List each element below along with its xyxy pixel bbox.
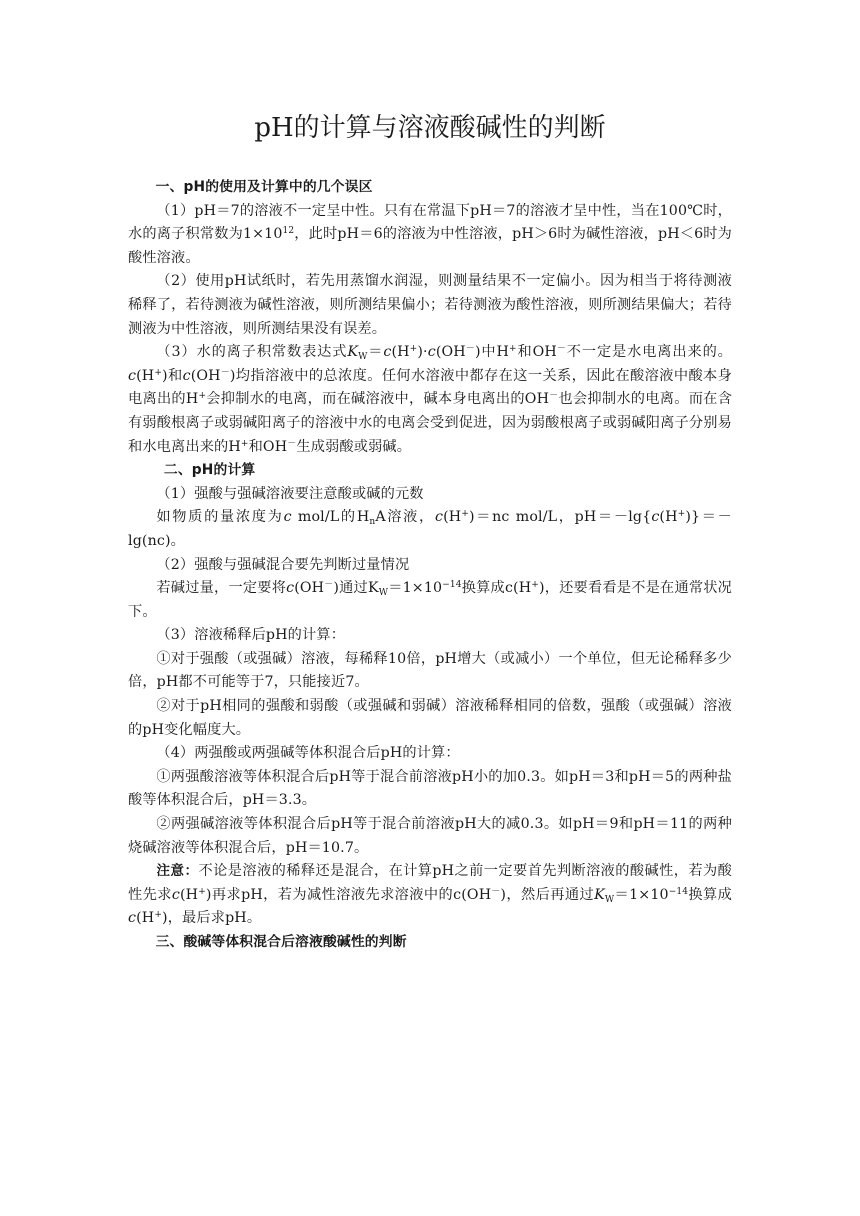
paragraph-1-1: （1）pH＝7的溶液不一定呈中性。只有在常温下pH＝7的溶液才呈中性，当在100℃时，水的离子积常数为$1\times 10^{12}$，此时pH＝6的溶液为中性溶液，pH＞6时为碱性溶液，pH＜6时为酸性溶液。 (128, 202, 732, 266)
note-label: 注意： (156, 863, 199, 880)
section-heading-3: 三、酸碱等体积混合后溶液酸碱性的判断 (155, 934, 407, 950)
paragraph-2-6: ①对于强酸（或强碱）溶液，每稀释10倍，pH增大（或减小）一个单位，但无论稀释多少倍，pH都不可能等于7，只能接近7。 (128, 650, 732, 691)
paragraph-2-8: （4）两强酸或两强碱等体积混合后pH的计算： (156, 745, 460, 762)
paragraph-2-5: （3）溶液稀释后pH的计算： (156, 627, 346, 644)
paragraph-2-2: 如物质的量浓度为c mol/L的$H_nA$溶液，c(H+)＝nc mol/L，pH＝－lg{c(H+)}＝－lg(nc)。 (128, 509, 732, 549)
paragraph-2-3: （2）强酸与强碱混合要先判断过量情况 (156, 556, 410, 573)
paragraph-2-7: ②对于pH相同的强酸和弱酸（或强碱和弱碱）溶液稀释相同的倍数，强酸（或强碱）溶液的pH变化幅度大。 (128, 698, 732, 738)
paragraph-2-4: 若碱过量，一定要将c(OH－)通过$K_W=1\times 10^{-14}$换算成c(H+)，还要看看是不是在通常状况下。 (128, 580, 733, 620)
paragraph-1-3: （3）水的离子积常数表达式$K_W=c(H^+)\cdot c(OH^-)$中H+和OH－不一定是水电离出来的。c(H+)和c(OH－)均指溶液中的总浓度。任何水溶液中都存在这一关系，因此在酸溶液中酸本身电离出的H+会抑制水的电离，而在碱溶液中，碱本身电离出的OH－也会抑制水的电离。而在含有弱酸根离子或弱碱阳离子的溶液中水的电离会受到促进，因为弱酸根离子或弱碱阳离子分别易和水电离出来的H+和OH－生成弱酸或弱碱。 (128, 344, 732, 455)
note-paragraph: 注意：不论是溶液的稀释还是混合，在计算pH之前一定要首先判断溶液的酸碱性，若为酸性先求c(H+)再求pH，若为减性溶液先求溶液中的c(OH－)，然后再通过$K_W=1\times 10^{-14}$换算成c(H+)，最后求pH。 (128, 863, 733, 927)
section-heading-1: 一、pH的使用及计算中的几个误区 (155, 179, 373, 195)
document-body (128, 176, 732, 955)
paragraph-1-2: （2）使用pH试纸时，若先用蒸馏水润湿，则测量结果不一定偏小。因为相当于将待测液稀释了，若待测液为碱性溶液，则所测结果偏小；若待测液为酸性溶液，则所测结果偏大；若待测液为中性溶液，则所测结果没有误差。 (128, 273, 732, 337)
section-heading-2: 二、pH的计算 (163, 462, 256, 479)
paragraph-2-10: ②两强碱溶液等体积混合后pH等于混合前溶液pH大的减0.3。如pH＝9和pH＝11的两种烧碱溶液等体积混合后，pH＝10.7。 (128, 816, 732, 856)
paragraph-2-9: ①两强酸溶液等体积混合后pH等于混合前溶液pH小的加0.3。如pH＝3和pH＝5的两种盐酸等体积混合后，pH＝3.3。 (128, 768, 732, 809)
paragraph-2-1: （1）强酸与强碱溶液要注意酸或碱的元数 (156, 485, 424, 502)
page-title: pH的计算与溶液酸碱性的判断 (254, 113, 606, 143)
